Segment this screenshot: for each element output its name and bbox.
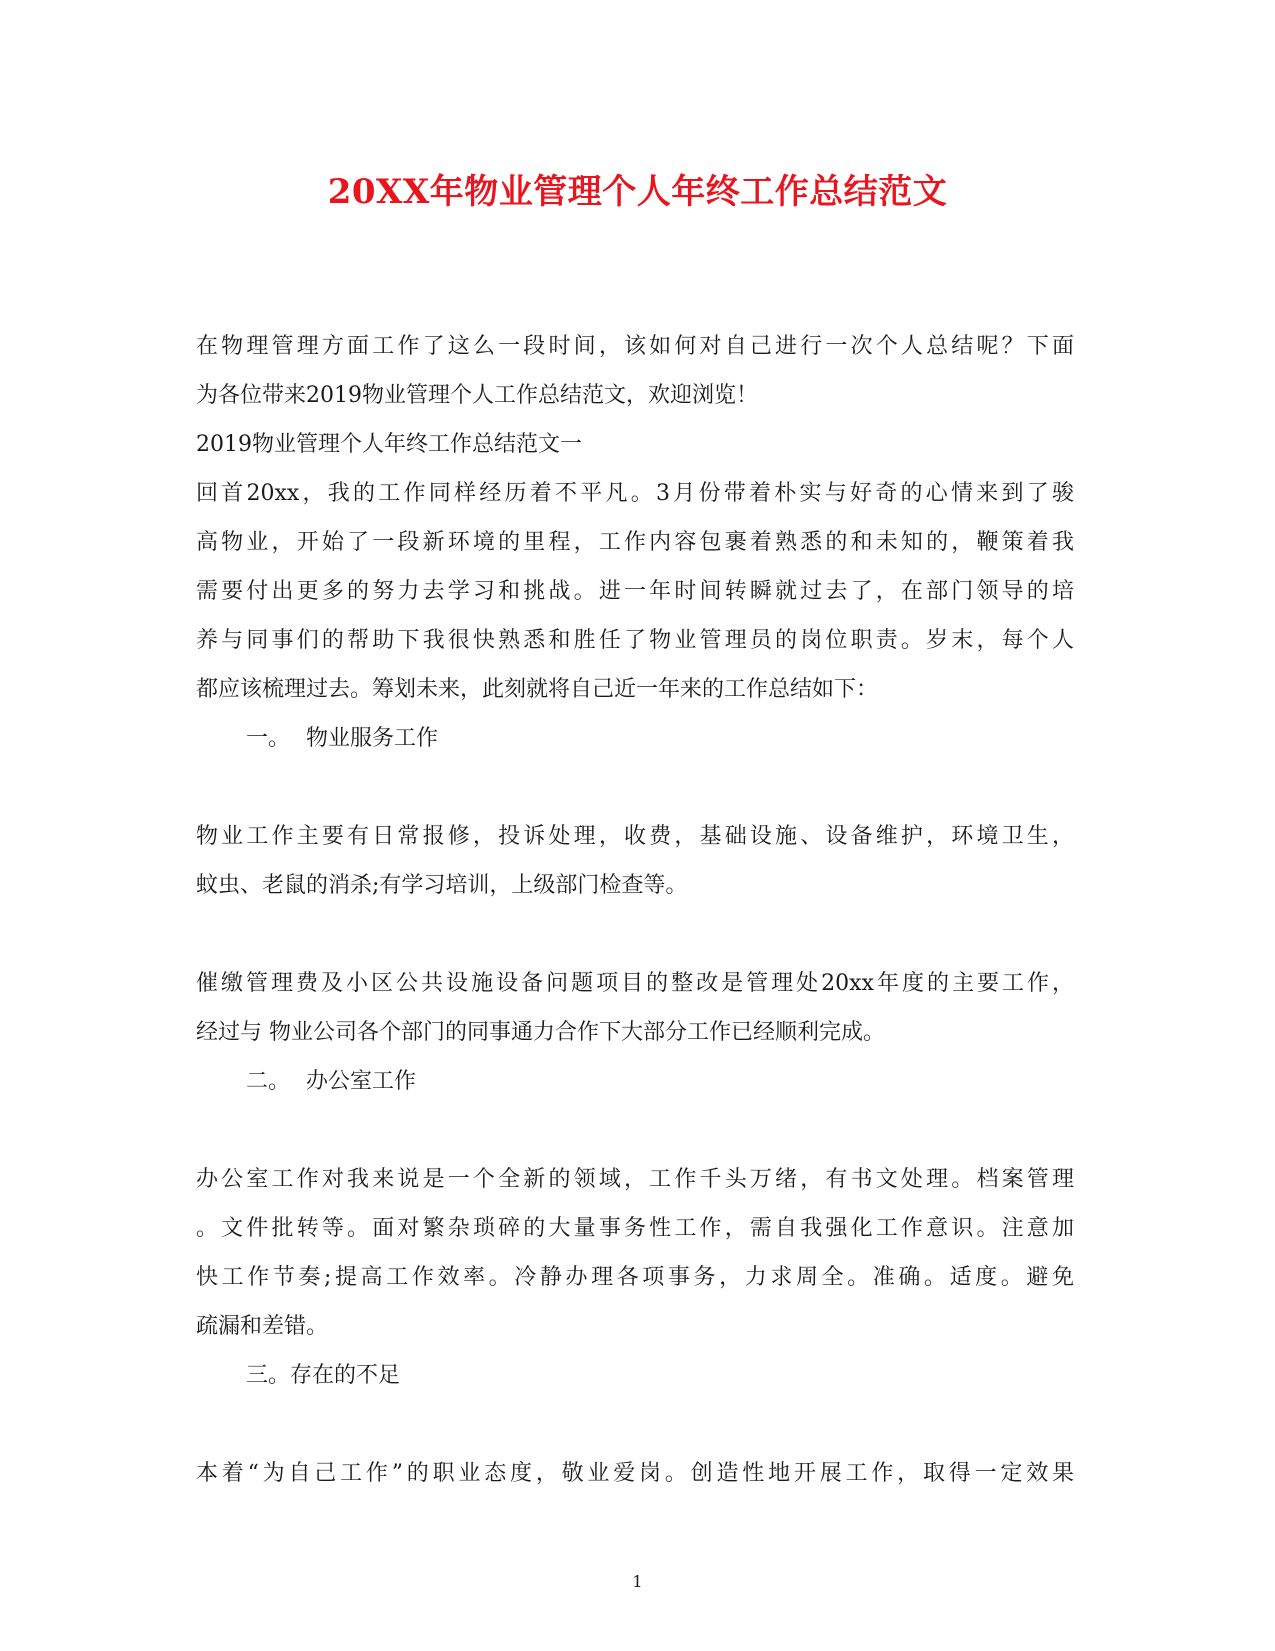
blank-line: [196, 763, 1074, 812]
paragraph-line: 需要付出更多的努力去学习和挑战。进一年时间转瞬就过去了，在部门领导的培: [196, 579, 1074, 604]
section-heading-1: [196, 714, 1074, 763]
blank-line: [196, 1106, 1074, 1155]
section-number: 二。: [246, 1069, 291, 1094]
section-heading-2: [196, 1057, 1074, 1106]
paragraph-line: 疏漏和差错。: [196, 1314, 329, 1339]
paragraph-line: 回首20xx，我的工作同样经历着不平凡。3月份带着朴实与好奇的心情来到了骏: [196, 481, 1074, 506]
paragraph-line: 都应该梳理过去。筹划未来，此刻就将自己近一年来的工作总结如下：: [196, 677, 879, 702]
paragraph-line: 。文件批转等。面对繁杂琐碎的大量事务性工作，需自我强化工作意识。注意加: [196, 1216, 1074, 1241]
paragraph-line: 办公室工作对我来说是一个全新的领域，工作千头万绪，有书文处理。档案管理: [196, 1167, 1074, 1192]
paragraph-line: 经过与 物业公司各个部门的同事通力合作下大部分工作已经顺利完成。: [196, 1020, 885, 1045]
paragraph-line: 快工作节奏;提高工作效率。冷静办理各项事务，力求周全。准确。适度。避免: [196, 1265, 1074, 1290]
document-body: [196, 322, 1074, 1498]
section-heading-3: 三。存在的不足: [246, 1363, 401, 1388]
paragraph-line: 催缴管理费及小区公共设施设备问题项目的整改是管理处20xx年度的主要工作，: [196, 971, 1074, 996]
section-number: 一。: [246, 726, 291, 751]
intro-line: 为各位带来2019物业管理个人工作总结范文，欢迎浏览！: [196, 383, 758, 408]
paragraph-line: 物业工作主要有日常报修，投诉处理，收费，基础设施、设备维护，环境卫生，: [196, 824, 1074, 849]
section-title: 物业服务工作: [306, 726, 439, 751]
paragraph-line: 高物业，开始了一段新环境的里程，工作内容包裹着熟悉的和未知的，鞭策着我: [196, 530, 1074, 555]
subtitle: 2019物业管理个人年终工作总结范文一: [196, 432, 582, 457]
blank-line: [196, 1400, 1074, 1449]
paragraph-line: 养与同事们的帮助下我很快熟悉和胜任了物业管理员的岗位职责。岁末，每个人: [196, 628, 1074, 653]
paragraph-line: 蚊虫、老鼠的消杀;有学习培训，上级部门检查等。: [196, 873, 688, 898]
paragraph-line: 本着“为自己工作”的职业态度，敬业爱岗。创造性地开展工作，取得一定效果: [196, 1461, 1074, 1486]
document-title: 20XX年物业管理个人年终工作总结范文: [327, 172, 948, 212]
intro-line: 在物理管理方面工作了这么一段时间，该如何对自己进行一次个人总结呢？下面: [196, 334, 1074, 359]
blank-line: [196, 910, 1074, 959]
page-number: 1: [632, 1572, 643, 1591]
section-title: 办公室工作: [306, 1069, 417, 1094]
